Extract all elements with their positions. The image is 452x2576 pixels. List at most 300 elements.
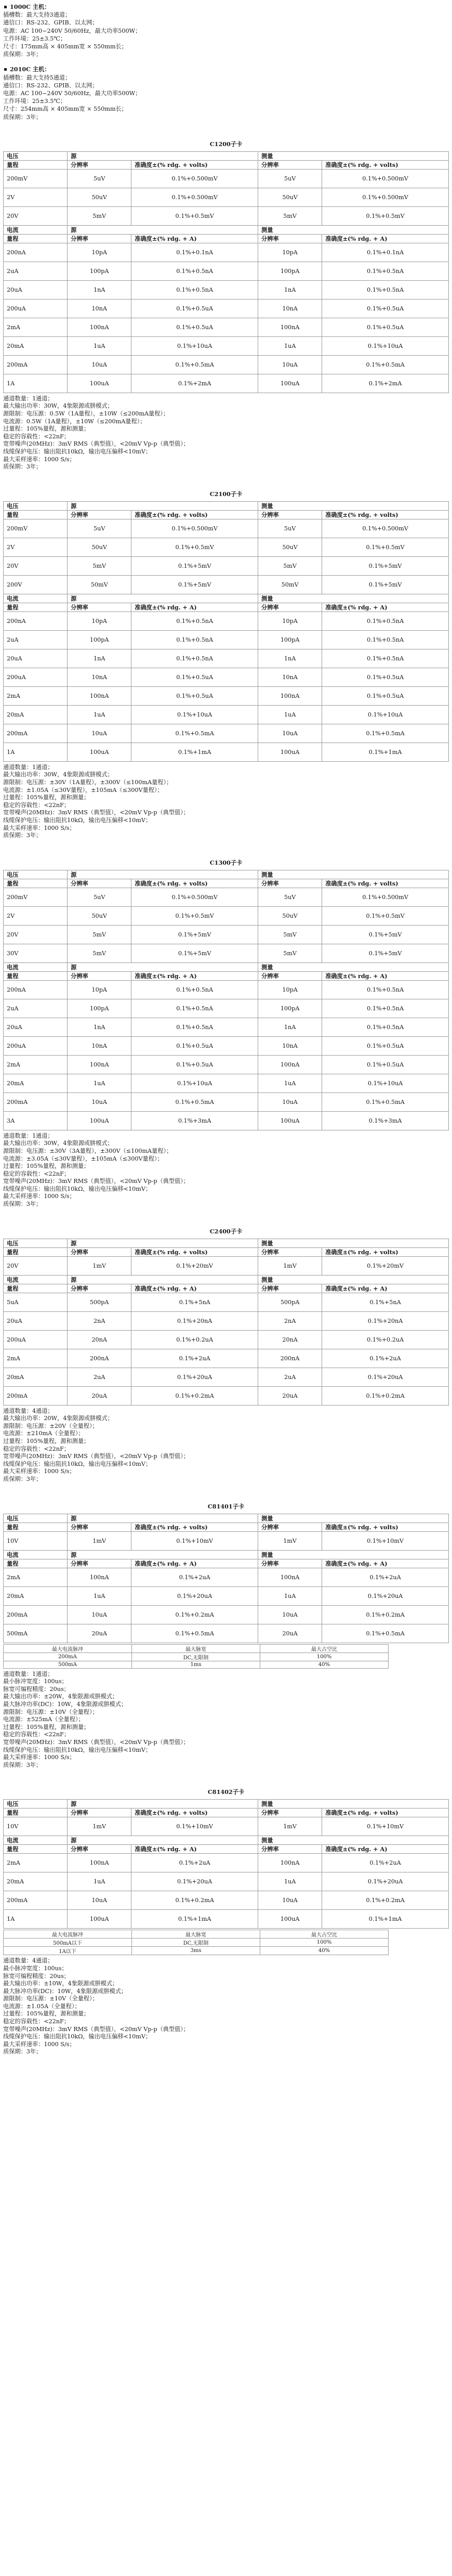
card-notes [3,1133,449,1208]
table-cell: 20mA [4,1368,68,1386]
table-cell: 20uA [258,1386,322,1405]
header-cell: 分辨率 [68,603,131,612]
table-cell: 200mV [4,888,68,906]
header-cell: 源 [68,1550,258,1559]
table-row [4,612,449,630]
table-cell: 0.1%+1mA [131,1910,258,1929]
spec-line: 工作环境：25±3.5℃； [3,35,67,42]
table-cell: 1uA [68,1074,131,1092]
bullet-icon [4,6,7,8]
table-cell: 10pA [258,612,322,630]
note-line: 过量程：105%量程，源和测量； [3,1163,90,1170]
table-cell: 0.1%+1mA [322,1910,449,1929]
header-cell: 准确度±(% rdg. + A) [322,603,449,612]
table-cell: 5uA [4,1293,68,1311]
header-cell: 准确度±(% rdg. + A) [131,603,258,612]
header-cell: 源 [68,1239,258,1247]
table-cell: 10uA [258,724,322,743]
header-cell: 电压 [4,870,68,879]
header-cell: 源 [68,1836,258,1845]
table-row [4,980,449,999]
table-cell: 200mA [4,724,68,743]
table-cell: 5uV [68,169,131,188]
table-cell: 10uA [68,355,131,374]
table-cell: 1uA [68,705,131,724]
card-title: C2100子卡 [209,490,243,498]
spec-line: 通信口：RS-232、GPIB、以太网； [3,82,98,89]
table-cell: 0.1%+0.5uA [131,1055,258,1074]
table-cell: 20uA [4,649,68,668]
table-cell: 0.1%+0.500mV [322,888,449,906]
table-cell: 0.1%+0.5uA [322,299,449,318]
table-cell: 0.1%+0.5uA [322,318,449,336]
note-line: 线缆保护电压：输出阻抗10kΩ，输出电压偏移<10mV； [3,816,152,824]
table-row [4,724,449,743]
table-row [4,355,449,374]
header-cell: 电压 [4,1239,68,1247]
table-cell: 0.1%+2mA [322,374,449,393]
header-cell: 分辨率 [68,1247,131,1256]
pulse-cell: 500mA [4,1661,132,1668]
mainframe-section [3,66,449,121]
table-cell: 0.1%+20nA [322,1311,449,1330]
header-cell: 分辨率 [68,234,131,243]
table-cell: 5mV [68,944,131,962]
pulse-header-cell: 最大电流脉冲 [4,1930,132,1938]
header-cell: 测量 [258,962,449,971]
table-cell: 0.1%+0.5nA [131,1018,258,1036]
table-row [4,1531,449,1550]
table-cell: 0.1%+10mV [322,1531,449,1550]
table-row [4,1386,449,1405]
table-row [4,1891,449,1910]
table-cell: 0.1%+0.5uA [322,1036,449,1055]
table-cell: 10nA [258,668,322,686]
table-cell: 0.1%+5mV [131,556,258,575]
table-row [4,668,449,686]
note-line: 最大输出功率：±20W，4象限源或肼模式； [3,1693,118,1700]
note-line: 宽带噪声(20MHz)：3mV RMS（典型值），<20mV Vp-p（典型值）； [3,809,189,816]
pulse-cell: 200mA [4,1653,132,1661]
table-cell: 1uA [258,1074,322,1092]
note-line: 最大采样速率：1000 S/s； [3,1193,75,1200]
table-row [4,1256,449,1275]
table-header-row [4,510,449,519]
note-line: 宽带噪声(20MHz)：3mV RMS（典型值），<20mV Vp-p（典型值）； [3,1178,189,1185]
table-header-row [4,603,449,612]
table-row [4,243,449,262]
table-cell: 0.1%+0.5mV [131,206,258,225]
table-cell: 200uA [4,1330,68,1349]
table-row [4,1568,449,1586]
table-cell: 0.1%+0.5nA [322,612,449,630]
table-cell: 0.1%+0.5nA [131,980,258,999]
note-line: 宽带噪声(20MHz)：3mV RMS（典型值），<20mV Vp-p（典型值）； [3,440,189,448]
table-cell: 0.1%+0.5nA [322,999,449,1018]
header-cell: 源 [68,594,258,603]
table-cell: 0.1%+5nA [131,1293,258,1311]
table-header-row [4,594,449,603]
note-line: 过量程：105%量程，源和测量； [3,2010,90,2018]
table-cell: 0.1%+5mV [131,925,258,944]
table-cell: 0.1%+10uA [131,336,258,355]
table-row [4,280,449,299]
table-cell: 100uA [68,743,131,761]
note-line: 稳定的容载性：<22nF； [3,433,70,440]
table-cell: 200uA [4,668,68,686]
table-cell: 0.1%+10mV [322,1817,449,1836]
table-cell: 0.1%+20uA [322,1872,449,1891]
table-cell: 20mA [4,1872,68,1891]
table-cell: 0.1%+0.500mV [131,169,258,188]
card-title: C2400子卡 [209,1227,243,1235]
spec-line: 工作环境：25±3.5℃； [3,98,67,105]
note-line: 最大输出功率：30W，4象限源或肼模式； [3,402,113,410]
table-cell: 0.1%+2mA [131,374,258,393]
note-line: 最大输出功率：30W，4象限源或肼模式； [3,771,113,778]
header-cell: 源 [68,501,258,510]
header-cell: 准确度±(% rdg. + A) [131,1845,258,1854]
table-cell: 0.1%+0.5uA [131,299,258,318]
note-line: 稳定的容载性：<22nF； [3,2018,70,2025]
note-line: 源限制：电压源：±10V（全量程）； [3,1708,98,1715]
note-line: 电流源：±210mA（全量程）； [3,1430,84,1437]
table-cell: 1mV [68,1817,131,1836]
table-row [4,299,449,318]
header-cell: 电压 [4,501,68,510]
table-cell: 100pA [68,999,131,1018]
table-cell: 1nA [68,280,131,299]
mainframe-title-text: 2010C 主机： [10,66,50,73]
spec-line: 尺寸：175mm高 × 405mm宽 × 550mm长； [3,43,127,50]
card-title: C1300子卡 [209,858,243,866]
table-header-row [4,501,449,510]
header-cell: 电压 [4,151,68,160]
table-cell: 100pA [258,999,322,1018]
header-cell: 准确度±(% rdg. + A) [322,1845,449,1854]
pulse-cell: DC,无限制 [132,1938,260,1947]
note-line: 通道数量：1通道； [3,1132,54,1139]
table-cell: 0.1%+20mV [131,1256,258,1275]
header-cell: 分辨率 [258,603,322,612]
table-cell: 100pA [258,630,322,649]
note-line: 线缆保护电压：输出阻抗10kΩ，输出电压偏移<10mV； [3,1185,152,1192]
table-cell: 0.1%+0.5mA [322,1092,449,1111]
pulse-cell: 100% [260,1653,389,1661]
table-row [4,1293,449,1311]
table-cell: 10uA [258,355,322,374]
table-cell: 0.1%+10uA [322,1074,449,1092]
header-cell: 分辨率 [258,971,322,980]
spec-line: 插槽数：最大支持5通道； [3,74,71,81]
header-cell: 电压 [4,1514,68,1523]
header-cell: 量程 [4,1247,68,1256]
table-row [4,906,449,925]
table-row [4,1605,449,1624]
table-cell: 200nA [4,243,68,262]
table-cell: 50uV [258,538,322,556]
note-line: 过量程：105%量程，源和测量； [3,425,90,433]
table-cell: 0.1%+0.5nA [322,630,449,649]
table-cell: 500pA [258,1293,322,1311]
table-cell: 0.1%+5nA [322,1293,449,1311]
header-cell: 准确度±(% rdg. + A) [131,971,258,980]
header-cell: 分辨率 [68,879,131,888]
header-cell: 测量 [258,225,449,234]
table-cell: 20uA [4,1018,68,1036]
header-cell: 分辨率 [68,971,131,980]
note-line: 质保期：3年； [3,463,42,471]
table-cell: 0.1%+2uA [322,1568,449,1586]
table-cell: 5mV [68,206,131,225]
table-row [4,630,449,649]
table-cell: 0.1%+10mV [131,1531,258,1550]
table-cell: 0.1%+0.5uA [131,686,258,705]
pulse-cell: 1ms [132,1661,260,1668]
table-row [4,538,449,556]
table-cell: 50uV [68,188,131,206]
spec-line: 质保期：3年； [3,113,42,121]
table-header-row [4,234,449,243]
table-cell: 100uA [258,1910,322,1929]
table-cell: 10uA [258,1891,322,1910]
table-cell: 100nA [68,686,131,705]
table-row [4,1368,449,1386]
table-header-row [4,1809,449,1817]
table-cell: 5mV [258,925,322,944]
header-cell: 测量 [258,1836,449,1845]
table-cell: 0.1%+0.5mA [322,724,449,743]
table-cell: 0.1%+0.500mV [322,169,449,188]
table-cell: 10pA [68,612,131,630]
table-row [4,743,449,761]
table-cell: 100nA [258,1854,322,1872]
table-cell: 3A [4,1111,68,1130]
note-line: 线缆保护电压：输出阻抗10kΩ，输出电压偏移<10mV； [3,448,152,455]
header-cell: 电流 [4,962,68,971]
header-cell: 准确度±(% rdg. + A) [131,1559,258,1568]
table-cell: 100nA [258,686,322,705]
table-cell: 0.1%+0.5mV [131,906,258,925]
note-line: 通道数量：4通道； [3,1407,54,1414]
note-line: 稳定的容载性：<22nF； [3,1445,70,1452]
pulse-cell: 100% [260,1938,389,1947]
note-line: 过量程：105%量程，源和测量； [3,1438,90,1445]
header-cell: 分辨率 [258,1809,322,1817]
pulse-header-row [4,1930,389,1938]
table-row [4,519,449,538]
table-cell: 200nA [258,1349,322,1368]
table-row [4,1311,449,1330]
table-cell: 0.1%+2uA [131,1568,258,1586]
header-cell: 量程 [4,879,68,888]
note-line: 源限制：电压源：±30V（3A量程），±300V（≤100mA量程）； [3,1147,172,1154]
header-cell: 准确度±(% rdg. + A) [131,234,258,243]
table-cell: 5mV [258,556,322,575]
spec-table [3,1799,449,1929]
header-cell: 分辨率 [258,160,322,169]
note-line: 最大采样速率：1000 S/s； [3,456,75,463]
table-cell: 20mA [4,336,68,355]
card-notes [3,764,449,840]
note-line: 最大采样速率：1000 S/s； [3,1468,75,1475]
pulse-table [3,1644,389,1669]
table-cell: 1uA [258,1586,322,1605]
table-cell: 0.1%+0.1nA [322,243,449,262]
header-cell: 电压 [4,1800,68,1809]
mainframe-title-text: 1000C 主机： [10,3,50,10]
table-cell: 0.1%+0.5nA [131,262,258,280]
note-line: 最大输出功率：20W，4象限源或肼模式； [3,1415,113,1422]
table-cell: 100nA [68,1055,131,1074]
table-row [4,374,449,393]
table-row [4,1872,449,1891]
table-header-row [4,1239,449,1247]
header-cell: 分辨率 [68,1809,131,1817]
header-cell: 量程 [4,971,68,980]
table-cell: 0.1%+0.5mV [131,538,258,556]
header-cell: 准确度±(% rdg. + A) [322,1559,449,1568]
table-cell: 0.1%+0.2mA [131,1386,258,1405]
table-header-row [4,1247,449,1256]
spec-line: 通信口：RS-232、GPIB、以太网； [3,19,98,27]
card-notes [3,1671,449,1770]
table-cell: 2V [4,906,68,925]
table-row [4,336,449,355]
header-cell: 测量 [258,870,449,879]
table-cell: 2mA [4,1349,68,1368]
table-cell: 200nA [4,980,68,999]
table-cell: 10uA [258,1605,322,1624]
table-cell: 1mV [258,1817,322,1836]
note-line: 稳定的容载性：<22nF； [3,1731,70,1738]
table-cell: 20nA [258,1330,322,1349]
card-notes [3,1957,449,2056]
note-line: 通道数量：1通道； [3,763,54,771]
table-row [4,1074,449,1092]
table-cell: 100nA [258,1055,322,1074]
header-cell: 准确度±(% rdg. + A) [322,1284,449,1293]
pulse-header-cell: 最大脉宽 [132,1644,260,1653]
table-header-row [4,151,449,160]
table-cell: 0.1%+5mV [131,575,258,594]
table-row [4,1055,449,1074]
table-cell: 10uA [68,724,131,743]
table-cell: 20nA [68,1330,131,1349]
header-cell: 量程 [4,1559,68,1568]
pulse-table [3,1930,389,1955]
pulse-header-row [4,1644,389,1653]
table-row [4,262,449,280]
table-cell: 500mA [4,1624,68,1643]
table-cell: 5mV [68,556,131,575]
note-line: 宽带噪声(20MHz)：3mV RMS（典型值），<20mV Vp-p（典型值）； [3,2025,189,2033]
table-cell: 200V [4,575,68,594]
table-cell: 0.1%+0.500mV [322,519,449,538]
table-cell: 20uA [68,1624,131,1643]
header-cell: 源 [68,870,258,879]
table-cell: 0.1%+0.5nA [131,280,258,299]
table-cell: 0.1%+20uA [131,1872,258,1891]
table-header-row [4,971,449,980]
card-notes [3,1408,449,1484]
table-cell: 0.1%+10uA [131,1074,258,1092]
note-line: 最大采样速率：1000 S/s； [3,824,75,831]
table-row [4,999,449,1018]
table-cell: 50mV [68,575,131,594]
table-cell: 1nA [258,1018,322,1036]
table-cell: 2nA [258,1311,322,1330]
table-cell: 0.1%+0.5uA [131,668,258,686]
table-cell: 0.1%+0.500mV [131,888,258,906]
table-cell: 10nA [258,1036,322,1055]
table-cell: 0.1%+0.5nA [322,649,449,668]
spec-table [3,1239,449,1406]
card-title: C1200子卡 [209,140,243,148]
table-cell: 30V [4,944,68,962]
header-cell: 分辨率 [258,510,322,519]
note-line: 源限制：电压源：0.5W（1A量程），±10W（≤200mA量程）； [3,410,169,418]
table-cell: 2mA [4,686,68,705]
note-line: 线缆保护电压：输出阻抗10kΩ，输出电压偏移<10mV； [3,1746,152,1753]
spec-line: 质保期：3年； [3,51,42,58]
table-cell: 0.1%+0.500mV [131,519,258,538]
spec-table [3,501,449,762]
note-line: 最小脉冲宽度：100us； [3,1678,68,1685]
header-cell: 测量 [258,1514,449,1523]
table-cell: 2uA [4,262,68,280]
table-row [4,1817,449,1836]
table-cell: 0.1%+0.5uA [322,686,449,705]
table-row [4,575,449,594]
header-cell: 量程 [4,1523,68,1531]
table-cell: 20uA [4,280,68,299]
table-row [4,649,449,668]
table-row [4,888,449,906]
header-cell: 电流 [4,1550,68,1559]
table-cell: 0.1%+20uA [131,1586,258,1605]
note-line: 源限制：电压源：±30V（1A量程），±300V（≤100mA量程）； [3,778,172,786]
header-cell: 准确度±(% rdg. + volts) [322,1809,449,1817]
note-line: 最大采样速率：1000 S/s； [3,2040,75,2048]
table-cell: 100uA [258,1111,322,1130]
table-cell: 0.1%+5mV [322,925,449,944]
table-cell: 5uV [68,888,131,906]
note-line: 最大输出功率：±10W，4象限源或肼模式； [3,1980,118,1987]
header-cell: 量程 [4,1284,68,1293]
card-specs [3,140,449,2056]
table-cell: 2uA [258,1368,322,1386]
table-cell: 2mA [4,318,68,336]
table-cell: 0.1%+2uA [322,1854,449,1872]
table-cell: 0.1%+10mV [131,1817,258,1836]
note-line: 线缆保护电压：输出阻抗10kΩ，输出电压偏移<10mV； [3,2033,152,2040]
table-row [4,705,449,724]
table-cell: 1nA [68,1018,131,1036]
header-cell: 分辨率 [258,1559,322,1568]
note-line: 质保期：3年； [3,2048,42,2055]
table-header-row [4,1559,449,1568]
table-cell: 0.1%+2uA [131,1854,258,1872]
table-cell: 0.1%+3mA [131,1111,258,1130]
pulse-cell: DC,无限制 [132,1653,260,1661]
header-cell: 量程 [4,234,68,243]
note-line: 稳定的容载性：<22nF； [3,1170,70,1177]
table-cell: 0.1%+0.2mA [322,1386,449,1405]
table-cell: 0.1%+0.500mV [131,188,258,206]
table-cell: 0.1%+20uA [322,1368,449,1386]
spec-line: 插槽数：最大支持3通道； [3,11,71,19]
